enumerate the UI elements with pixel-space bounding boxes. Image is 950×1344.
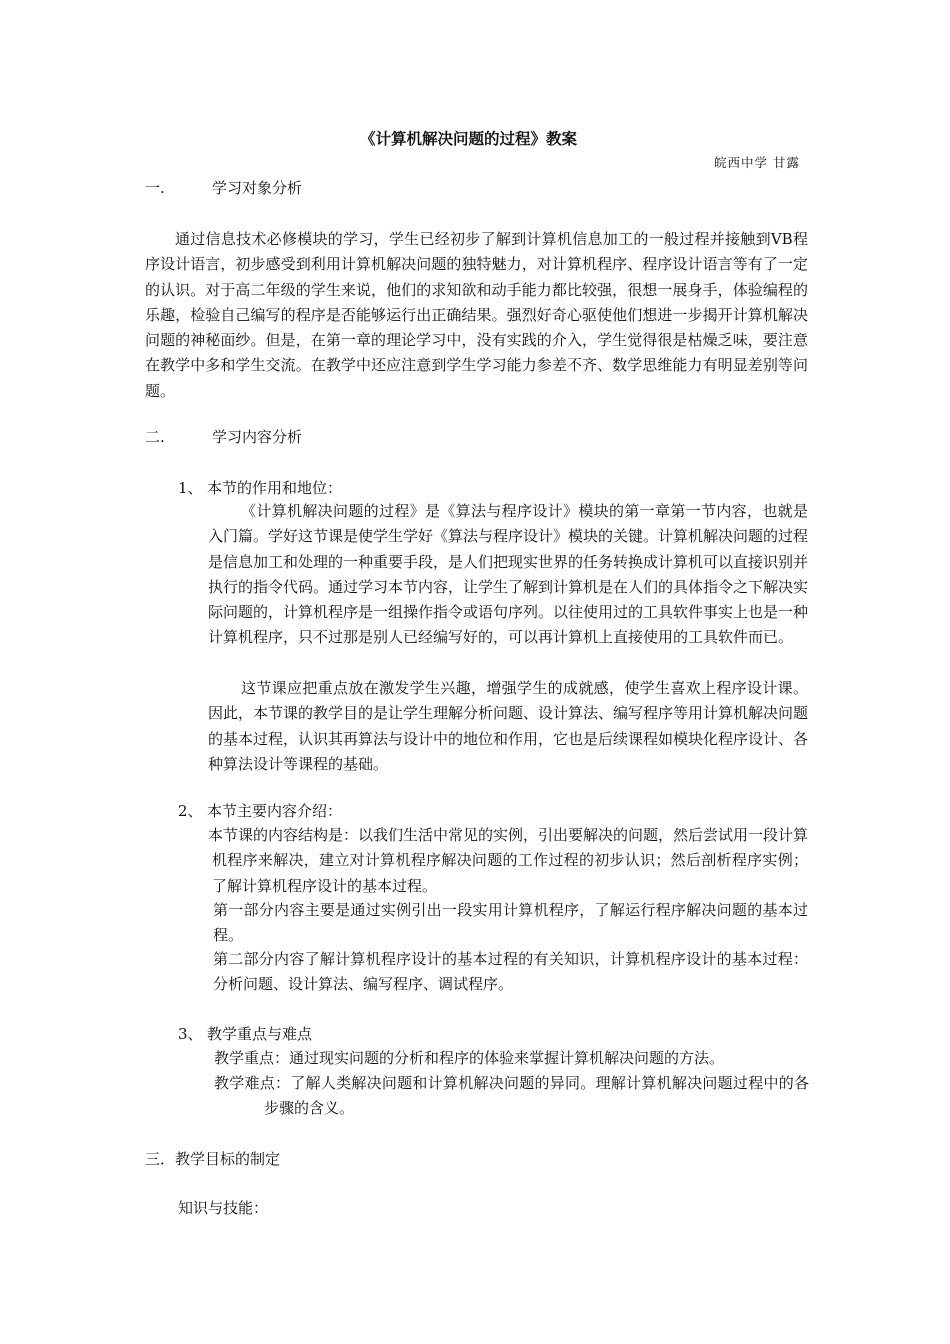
teaching-difficulty (214, 1071, 809, 1122)
item2-para3 (213, 947, 808, 998)
section2-number: 二. (145, 428, 165, 446)
item2-heading: 本节主要内容介绍： (207, 802, 343, 820)
item1-para1 (208, 499, 808, 651)
teaching-difficulty-text: 教学难点：了解人类解决问题和计算机解决问题的异同。理解计算机解决问题过程中的各步骤的含义。 (214, 1074, 809, 1118)
item1-para2 (208, 676, 808, 777)
section3-heading: 三．教学目标的制定 (145, 1150, 281, 1168)
section2-heading: 学习内容分析 (212, 428, 303, 446)
section1-heading: 学习对象分析 (212, 179, 303, 197)
item1-para2-text: 这节课应把重点放在激发学生兴趣，增强学生的成就感，使学生喜欢上程序设计课。因此，本节课的教学目的是让学生理解分析问题、设计算法、编写程序等用计算机解决问题的基本过程，认识其再算法与设计中的地位和作用，它也是后续课程如模块化程序设计、各种算法设计等课程的基础。 (208, 679, 809, 773)
item3-number: 3、 (178, 1025, 203, 1043)
author-line: 皖西中学 甘露 (714, 155, 800, 170)
section3-sub: 知识与技能： (178, 1199, 269, 1217)
item2-para1-text: 本节课的内容结构是：以我们生活中常见的实例，引出要解决的问题，然后尝试用一段计算机程序来解决，建立对计算机程序解决问题的工作过程的初步认识；然后剖析程序实例；了解计算机程序设计的基本过程。 (208, 826, 809, 895)
item1-para1-text: 《计算机解决问题的过程》是《算法与程序设计》模块的第一章第一节内容，也就是入门篇。学好这节课是使学生学好《算法与程序设计》模块的关键。计算机解决问题的过程是信息加工和处理的一种重要手段，是人们把现实世界的任务转换成计算机可以直接识别并执行的指令代码。通过学习本节内容，让学生了解到计算机是在人们的具体指令之下解决实际问题的，计算机程序是一组操作指令或语句序列。以往使用过的工具软件事实上也是一种计算机程序，只不过那是别人已经编写好的，可以再计算机上直接使用的工具软件而已。 (208, 502, 809, 647)
teaching-focus (214, 1046, 809, 1071)
item2-para1 (208, 823, 809, 899)
item1-number: 1、 (178, 479, 203, 497)
item2-para3-text: 第二部分内容了解计算机程序设计的基本过程的有关知识，计算机程序设计的基本过程：分析问题、设计算法、编写程序、调试程序。 (213, 950, 808, 994)
teaching-focus-text: 教学重点：通过现实问题的分析和程序的体验来掌握计算机解决问题的方法。 (214, 1049, 725, 1067)
item2-para2-text: 第一部分内容主要是通过实例引出一段实用计算机程序，了解运行程序解决问题的基本过程。 (213, 901, 808, 945)
section1-number: 一. (145, 179, 165, 197)
item3-heading: 教学重点与难点 (207, 1025, 313, 1043)
item1-heading: 本节的作用和地位： (207, 479, 343, 497)
item2-number: 2、 (178, 802, 203, 820)
document-title: 《计算机解决问题的过程》教案 (360, 129, 578, 148)
section1-paragraph-text: 通过信息技术必修模块的学习，学生已经初步了解到计算机信息加工的一般过程并接触到VB程序设计语言，初步感受到利用计算机解决问题的独特魅力，对计算机程序、程序设计语言等有了一定的认识。对于高二年级的学生来说，他们的求知欲和动手能力都比较强，很想一展身手，体验编程的乐趣，检验自己编写的程序是否能够运行出正确结果。强烈好奇心驱使他们想进一步揭开计算机解决问题的神秘面纱。但是，在第一章的理论学习中，没有实践的介入，学生觉得很是枯燥乏味，要注意在教学中多和学生交流。在教学中还应注意到学生学习能力参差不齐、数学思维能力有明显差别等问题。 (145, 230, 808, 400)
item2-para2 (213, 898, 808, 949)
section1-paragraph (145, 227, 808, 404)
